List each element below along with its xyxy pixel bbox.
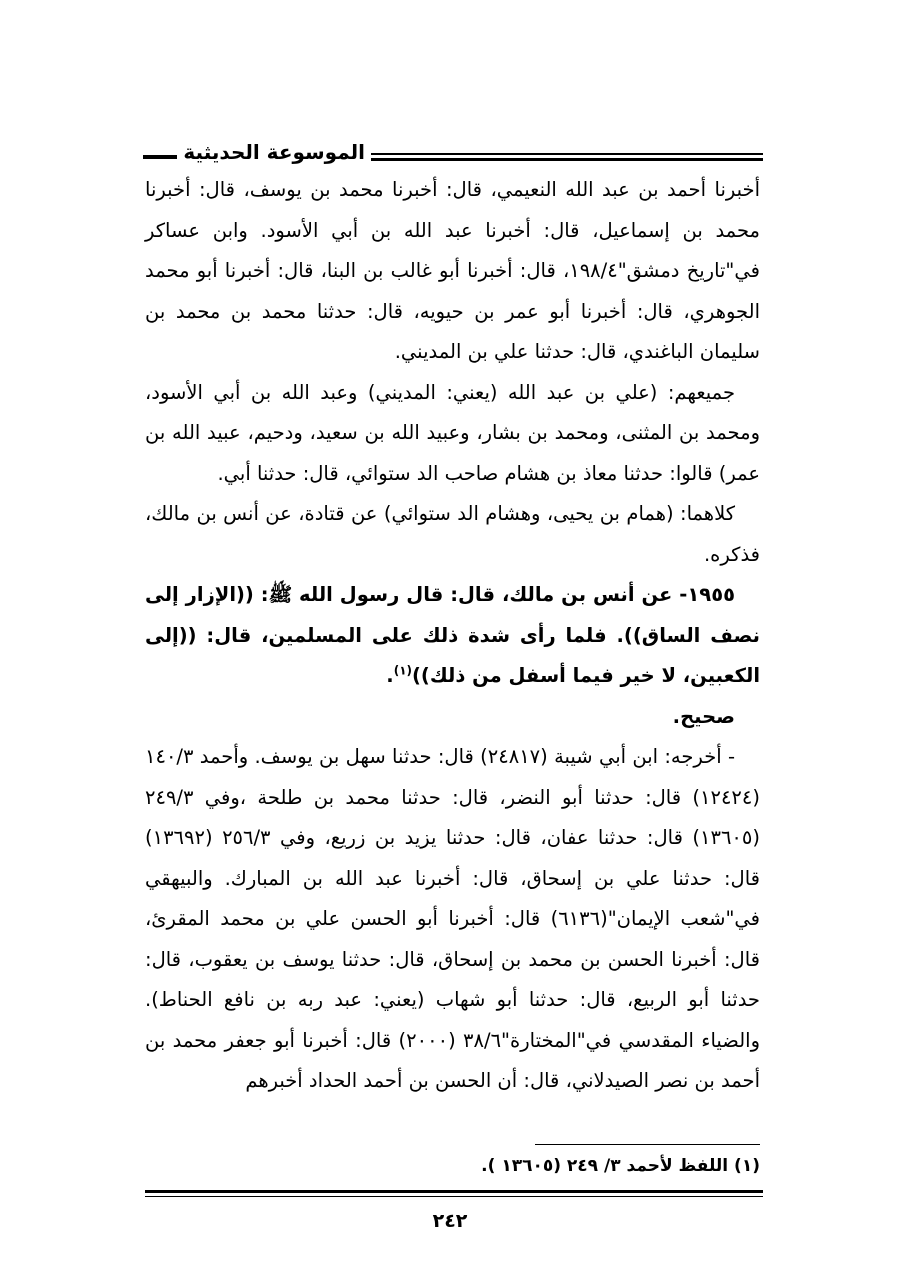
page-header [143, 140, 763, 170]
footer-rule-thick [145, 1190, 763, 1193]
footnote-marker: (١) [393, 663, 413, 678]
page-number: ٢٤٢ [432, 1210, 468, 1232]
paragraph-isnad-3: كلاهما: (همام بن يحيى، وهشام الد ستوائي) عن قتادة، عن أنس بن مالك، فذكره. [145, 502, 760, 566]
footnote: (١) اللفظ لأحمد ٣/ ٢٤٩ (١٣٦٠٥ ). [481, 1156, 760, 1176]
hadith-body: ١٩٥٥- عن أنس بن مالك، قال: قال رسول الله ﷺ: ((الإزار إلى نصف الساق)). فلما رأى شدة ذلك على المسلمين، قال: ((إلى الكعبين، لا خير فيما أسفل من ذلك)) [145, 583, 760, 687]
paragraph-isnad-1: أخبرنا أحمد بن عبد الله النعيمي، قال: أخبرنا محمد بن يوسف، قال: أخبرنا محمد بن إسماعيل، قال: أخبرنا عبد الله بن أبي الأسود. وابن عساكر في"تاريخ دمشق"١٩٨/٤، قال: أخبرنا أبو غالب بن البنا، قال: أخبرنا أبو محمد الجوهري، قال: أخبرنا أبو عمر بن حيويه، قال: حدثنا محمد بن محمد بن سليمان الباغندي، قال: حدثنا علي بن المديني. [145, 178, 760, 363]
header-rule-short [143, 155, 177, 159]
running-title: الموسوعة الحديثية [183, 140, 365, 164]
hadith-text [145, 575, 760, 697]
header-rule-long [371, 153, 763, 155]
header-rule-long-thick [371, 158, 763, 161]
footer-rule-thin [145, 1196, 763, 1197]
paragraph-isnad-2: جميعهم: (علي بن عبد الله (يعني: المديني) وعبد الله بن أبي الأسود، ومحمد بن المثنى، ومحمد بن بشار، وعبيد الله بن سعيد، ودحيم، عبيد الله بن عمر) قالوا: حدثنا معاذ بن هشام صاحب الد ستوائي، قال: حدثنا أبي. [145, 380, 760, 485]
hadith-grade: صحيح. [672, 704, 735, 728]
footnote-separator [535, 1144, 760, 1145]
takhrij-paragraph: - أخرجه: ابن أبي شيبة (٢٤٨١٧) قال: حدثنا سهل بن يوسف. وأحمد ١٤٠/٣ (١٢٤٢٤) قال: حدثنا أبو النضر، قال: حدثنا محمد بن طلحة ،وفي ٢٤٩/٣ (١٣٦٠٥) قال: حدثنا عفان، قال: حدثنا يزيد بن زريع، وفي ٢٥٦/٣ (١٣٦٩٢) قال: حدثنا علي بن إسحاق، قال: أخبرنا عبد الله بن المبارك. والبيهقي في"شعب الإيمان"(٦١٣٦) قال: أخبرنا أبو الحسن علي بن محمد المقرئ، قال: أخبرنا الحسن بن محمد بن إسحاق، قال: حدثنا يوسف بن يعقوب، قال: حدثنا أبو الربيع، قال: حدثنا أبو شهاب (يعني: عبد ربه بن نافع الحناط). والضياء المقدسي في"المختارة"٣٨/٦ (٢٠٠٠) قال: أخبرنا أبو جعفر محمد بن أحمد بن نصر الصيدلاني، قال: أن الحسن بن أحمد الحداد أخبرهم [145, 745, 760, 1092]
page-body [145, 170, 760, 1102]
hadith-end: . [386, 664, 394, 687]
